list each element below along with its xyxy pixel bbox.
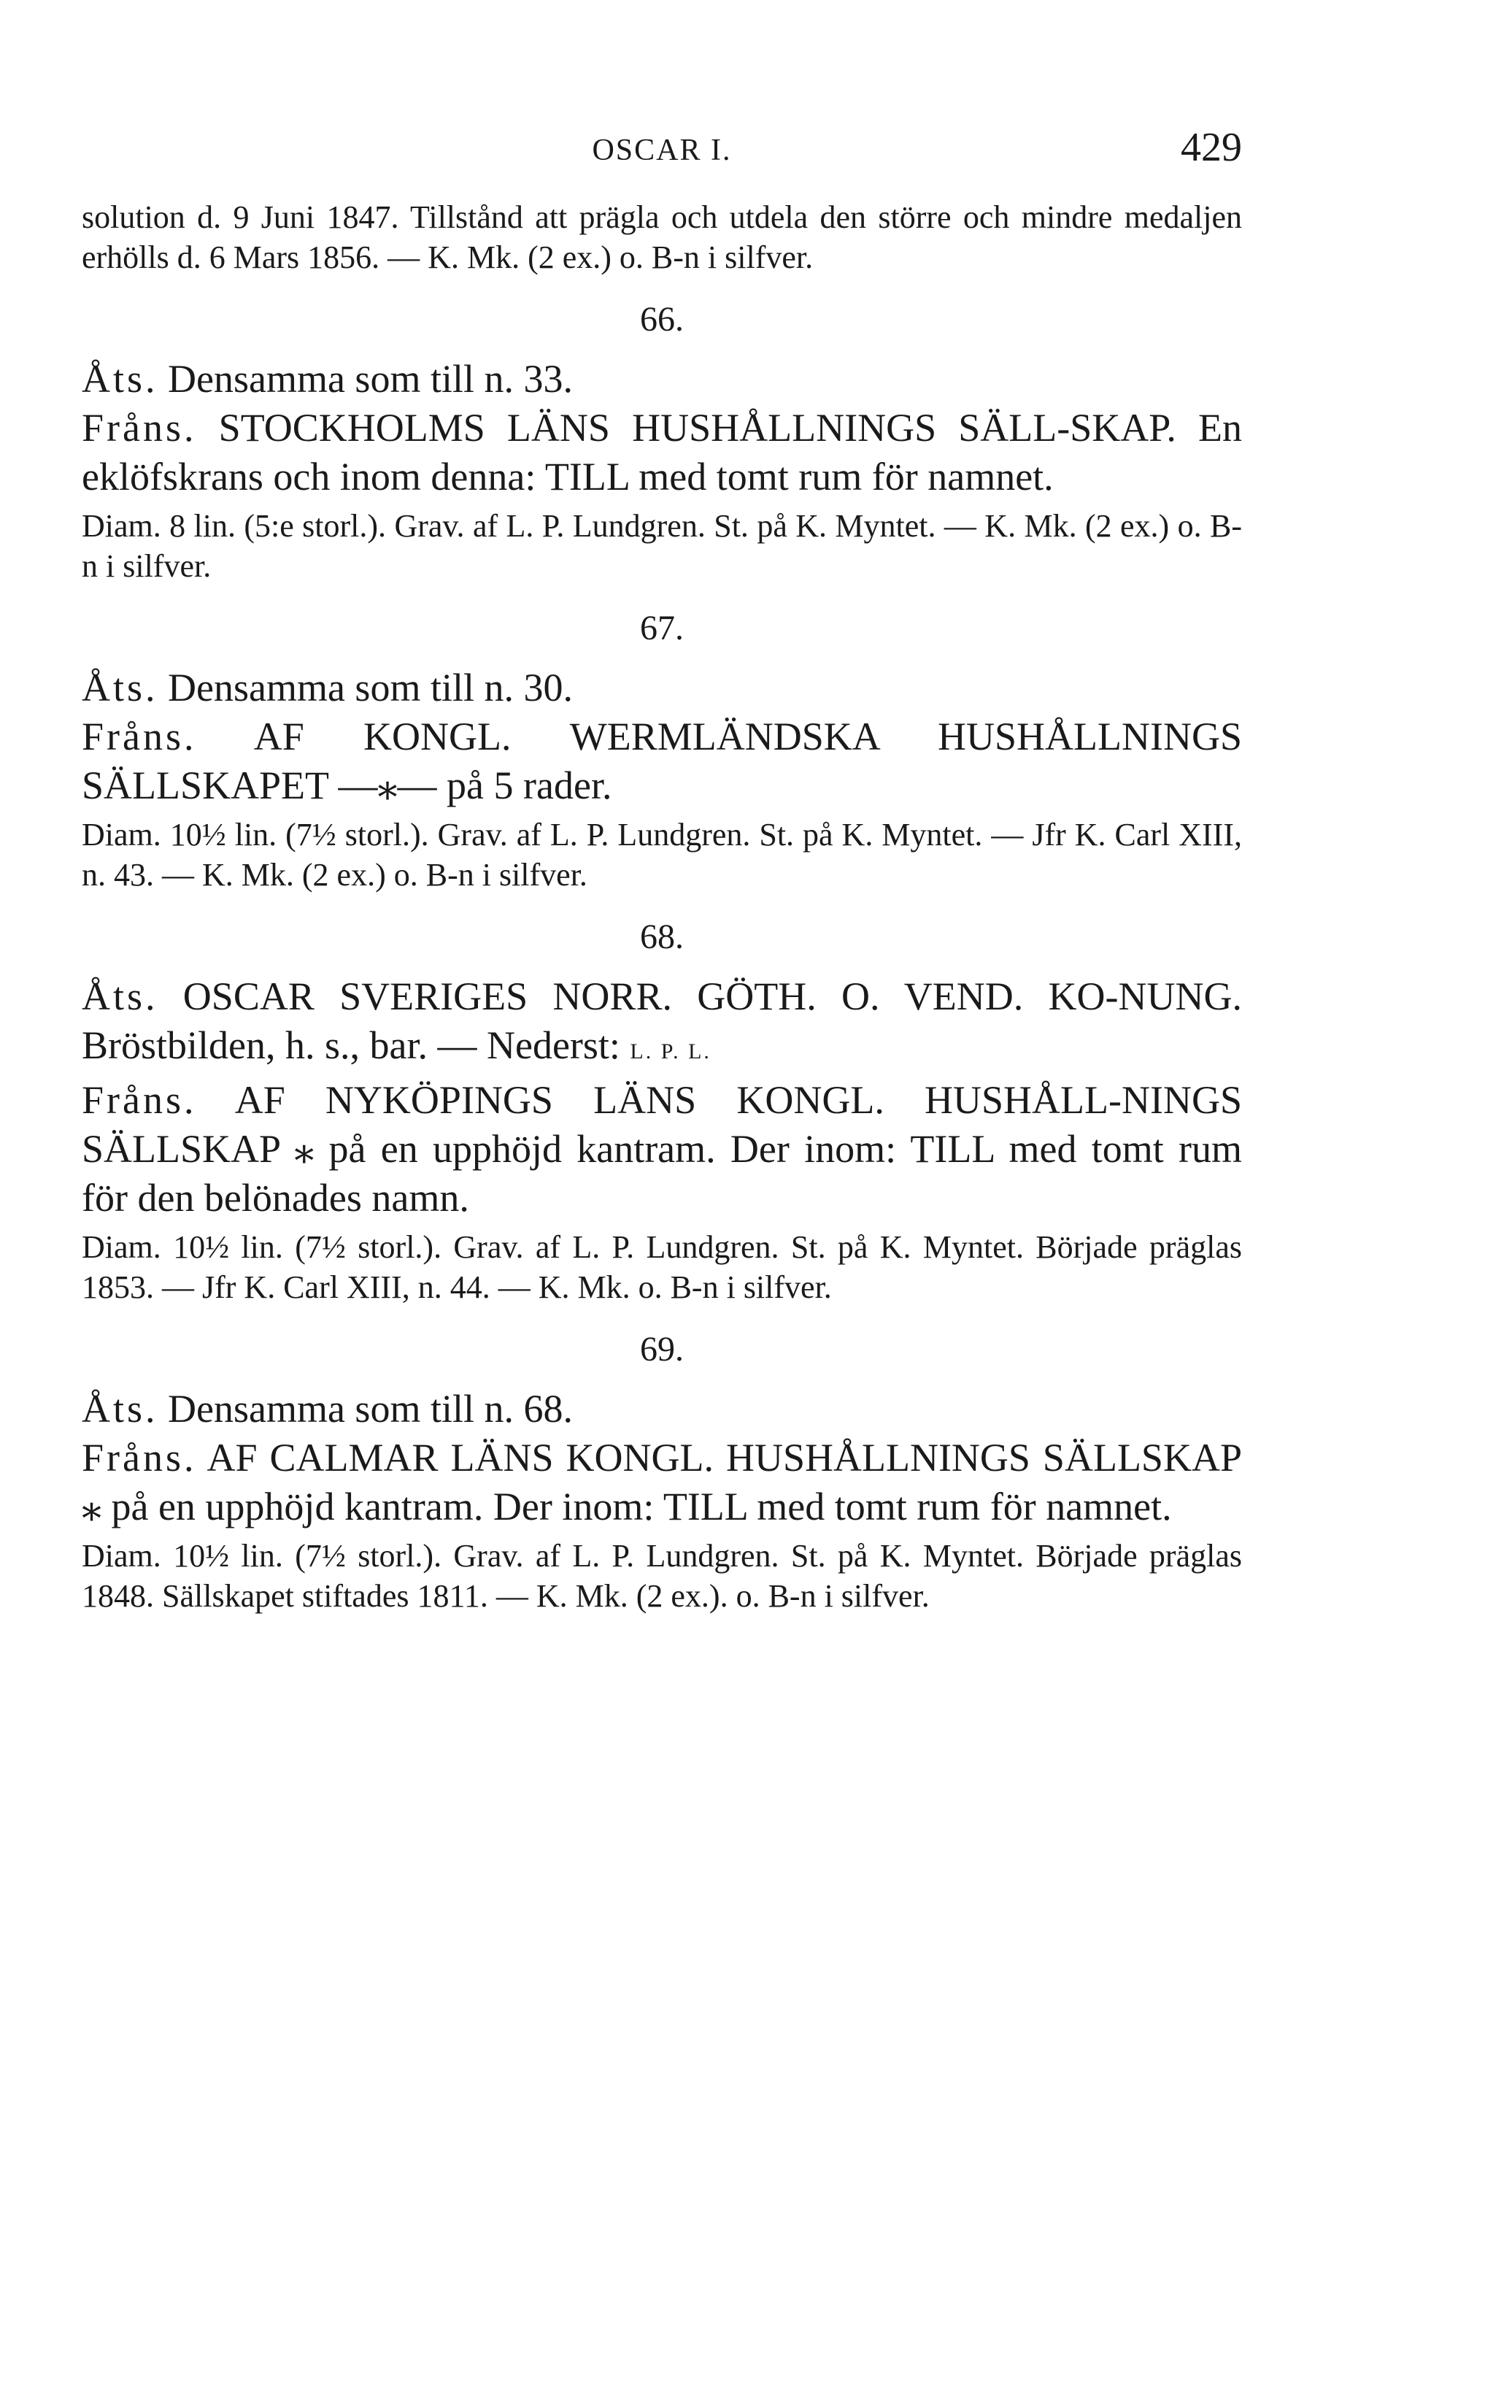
obverse-label: Åts. xyxy=(82,357,158,401)
entry-number: 67. xyxy=(640,609,684,647)
entry-number: 66. xyxy=(640,300,684,339)
entry-details: Diam. 10½ lin. (7½ storl.). Grav. af L. P. Lundgren. St. på K. Myntet. Började präglas 1848. Sällskapet stiftades 1811. — K. Mk. (2 ex.). o. B-n i silfver. xyxy=(82,1538,1242,1614)
obverse-description xyxy=(82,1385,1242,1434)
entry-66 xyxy=(82,298,1242,586)
obverse-description xyxy=(82,663,1242,712)
reverse-text: AF CALMAR LÄNS KONGL. HUSHÅLLNINGS SÄLLSKAP ⁎ på en upphöjd kantram. Der inom: TILL med tomt rum för namnet. xyxy=(82,1436,1242,1528)
obverse-description xyxy=(82,972,1242,1076)
entry-details: Diam. 8 lin. (5:e storl.). Grav. af L. P. Lundgren. St. på K. Myntet. — K. Mk. (2 ex.) o. B-n i silfver. xyxy=(82,508,1242,584)
obverse-text: OSCAR SVERIGES NORR. GÖTH. O. VEND. KO-NUNG. Bröstbilden, h. s., bar. — Nederst: xyxy=(82,974,1243,1067)
reverse-text: AF KONGL. WERMLÄNDSKA HUSHÅLLNINGS SÄLLSKAPET —⁎— på 5 rader. xyxy=(82,715,1242,807)
entry-number: 68. xyxy=(640,918,684,956)
reverse-description xyxy=(82,712,1242,810)
entry-68 xyxy=(82,915,1242,1307)
entry-67 xyxy=(82,607,1242,895)
reverse-label: Fråns. xyxy=(82,715,197,758)
reverse-label: Fråns. xyxy=(82,1078,197,1122)
reverse-text: STOCKHOLMS LÄNS HUSHÅLLNINGS SÄLL-SKAP. En eklöfskrans och inom denna: TILL med tomt rum för namnet. xyxy=(82,406,1242,499)
obverse-label: Åts. xyxy=(82,974,158,1018)
reverse-description xyxy=(82,1434,1242,1531)
reverse-description xyxy=(82,1076,1242,1223)
reverse-label: Fråns. xyxy=(82,406,197,450)
entry-number: 69. xyxy=(640,1330,684,1369)
body-text xyxy=(82,197,1242,1616)
obverse-label: Åts. xyxy=(82,666,158,709)
running-title: OSCAR I. xyxy=(592,134,732,167)
obverse-text: Densamma som till n. 68. xyxy=(168,1387,573,1431)
page-number: 429 xyxy=(1181,125,1242,170)
reverse-description xyxy=(82,404,1242,501)
intro-paragraph: solution d. 9 Juni 1847. Tillstånd att prägla och utdela den större och mindre medaljen erhölls d. 6 Mars 1856. — K. Mk. (2 ex.) o. B-n i silfver. xyxy=(82,199,1242,275)
reverse-text: AF NYKÖPINGS LÄNS KONGL. HUSHÅLL-NINGS SÄLLSKAP ⁎ på en upphöjd kantram. Der inom: TILL med tomt rum för den belönades namn. xyxy=(82,1078,1242,1220)
entry-details: Diam. 10½ lin. (7½ storl.). Grav. af L. P. Lundgren. St. på K. Myntet. — Jfr K. Carl XIII, n. 43. — K. Mk. (2 ex.) o. B-n i silfver. xyxy=(82,817,1242,893)
page-header xyxy=(82,124,1242,175)
obverse-description xyxy=(82,355,1242,404)
obverse-label: Åts. xyxy=(82,1387,158,1431)
reverse-label: Fråns. xyxy=(82,1436,197,1480)
engraver-initials: L. P. L. xyxy=(630,1039,711,1063)
obverse-text: Densamma som till n. 30. xyxy=(168,666,573,709)
obverse-text: Densamma som till n. 33. xyxy=(168,357,573,401)
entry-details: Diam. 10½ lin. (7½ storl.). Grav. af L. P. Lundgren. St. på K. Myntet. Började präglas 1853. — Jfr K. Carl XIII, n. 44. — K. Mk. o. B-n i silfver. xyxy=(82,1229,1242,1305)
entry-69 xyxy=(82,1328,1242,1616)
